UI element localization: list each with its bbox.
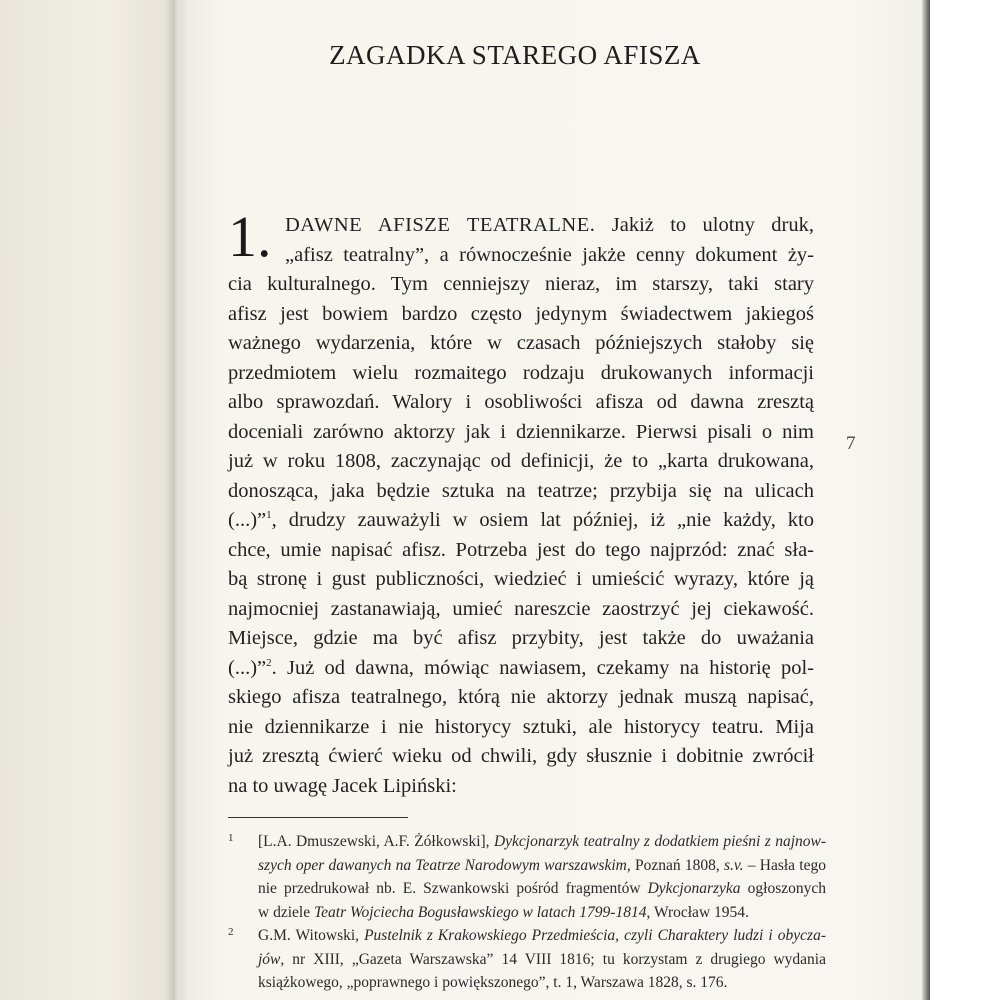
footnote-line: książkowego, „poprawnego i powiększonego”, t. 1, Warszawa 1828, s. 176.: [258, 974, 728, 991]
body-line: ważnego wydarzenia, które w czasach późniejszych stałoby się: [228, 332, 814, 354]
footnote-1: [228, 830, 826, 924]
body-line: Miejsce, gdzie ma być afisz przybity, jest także do uważania: [228, 627, 814, 649]
body-line: przedmiotem wielu rozmaitego rodzaju drukowanych informacji: [228, 361, 814, 384]
body-line: afisz jest bowiem bardzo często jedynym świadectwem jakiegoś: [228, 302, 814, 325]
footnote-line: nie przedrukował nb. E. Szwankowski pośród fragmentów Dykcjonarzyka ogłoszonych: [258, 880, 826, 897]
body-line: już zresztą ćwierć wieku od chwili, gdy słusznie i dobitnie zwrócił: [228, 745, 814, 767]
body-line: bą stronę i gust publiczności, wiedzieć i umieścić wyrazy, które ją: [228, 568, 814, 590]
body-text: [228, 204, 814, 801]
body-line: już w roku 1808, zaczynając od definicji, że to „karta drukowana,: [228, 450, 814, 472]
body-line: doceniali zarówno aktorzy jak i dziennikarze. Pierwsi pisali o nim: [228, 420, 814, 443]
body-line: cia kulturalnego. Tym cenniejszy nieraz, im starszy, taki stary: [228, 273, 814, 295]
body-line: skiego afisza teatralnego, którą nie aktorzy jednak muszą napisać,: [228, 686, 814, 708]
background: [930, 0, 1000, 1000]
body-line: (...)”$^1$, drudzy zauważyli w osiem lat później, iż „nie każdy, kto: [228, 509, 814, 531]
left-page: [0, 0, 175, 1000]
footnote-line: [L.A. Dmuszewski, A.F. Żółkowski], Dykcjonarzyk teatralny z dodatkiem pieśni z najnow-: [258, 833, 826, 850]
chapter-title: ZAGADKA STAREGO AFISZA: [329, 40, 701, 70]
footnote-mark: 2: [266, 656, 272, 669]
body-line: najmocniej zastanawiają, umieć nareszcie zaostrzyć jej ciekawość.: [228, 597, 814, 620]
body-line: nie dziennikarze i nie historycy sztuki, ale historycy teatru. Mija: [228, 715, 814, 738]
body-line: albo sprawozdań. Walory i osobliwości afisza od dawna zresztą: [228, 391, 814, 413]
page-edge: [922, 0, 930, 1000]
section-number: 1.: [228, 204, 272, 269]
body-line: (...)”$^2$. Już od dawna, mówiąc nawiasem, czekamy na historię pol-: [228, 656, 814, 679]
footnote-mark: 1: [266, 509, 272, 522]
footnote-2: [228, 924, 826, 995]
footnote-number: 2: [228, 926, 234, 938]
footnote-line: jów, nr XIII, „Gazeta Warszawska” 14 VIII 1816; tu korzystam z drugiego wydania: [258, 950, 826, 968]
body-line: DAWNE AFISZE TEATRALNE. Jakiż to ulotny druk,: [285, 214, 814, 236]
footnote-line: w dziele Teatr Wojciecha Bogusławskiego w latach 1799-1814, Wrocław 1954.: [258, 903, 749, 921]
body-line: chce, umie napisać afisz. Potrzeba jest do tego najprzód: znać sła-: [228, 538, 814, 561]
body-line: donosząca, jaka będzie sztuka na teatrze; przybija się na ulicach: [228, 479, 814, 502]
footnotes: [228, 830, 826, 995]
footnote-line: G.M. Witowski, Pustelnik z Krakowskiego Przedmieścia, czyli Charaktery ludzi i obycza-: [258, 927, 826, 944]
body-line: „afisz teatralny”, a równocześnie jakże cenny dokument ży-: [285, 243, 814, 266]
footnote-number: 1: [228, 832, 234, 844]
book-gutter: [165, 0, 187, 1000]
section-heading: DAWNE AFISZE TEATRALNE.: [285, 214, 596, 236]
page-number: 7: [846, 433, 856, 454]
footnote-line: szych oper dawanych na Teatrze Narodowym warszawskim, Poznań 1808, s.v. – Hasła tego: [258, 856, 826, 874]
body-line: na to uwagę Jacek Lipiński:: [228, 774, 457, 797]
footnote-divider: [228, 817, 408, 818]
